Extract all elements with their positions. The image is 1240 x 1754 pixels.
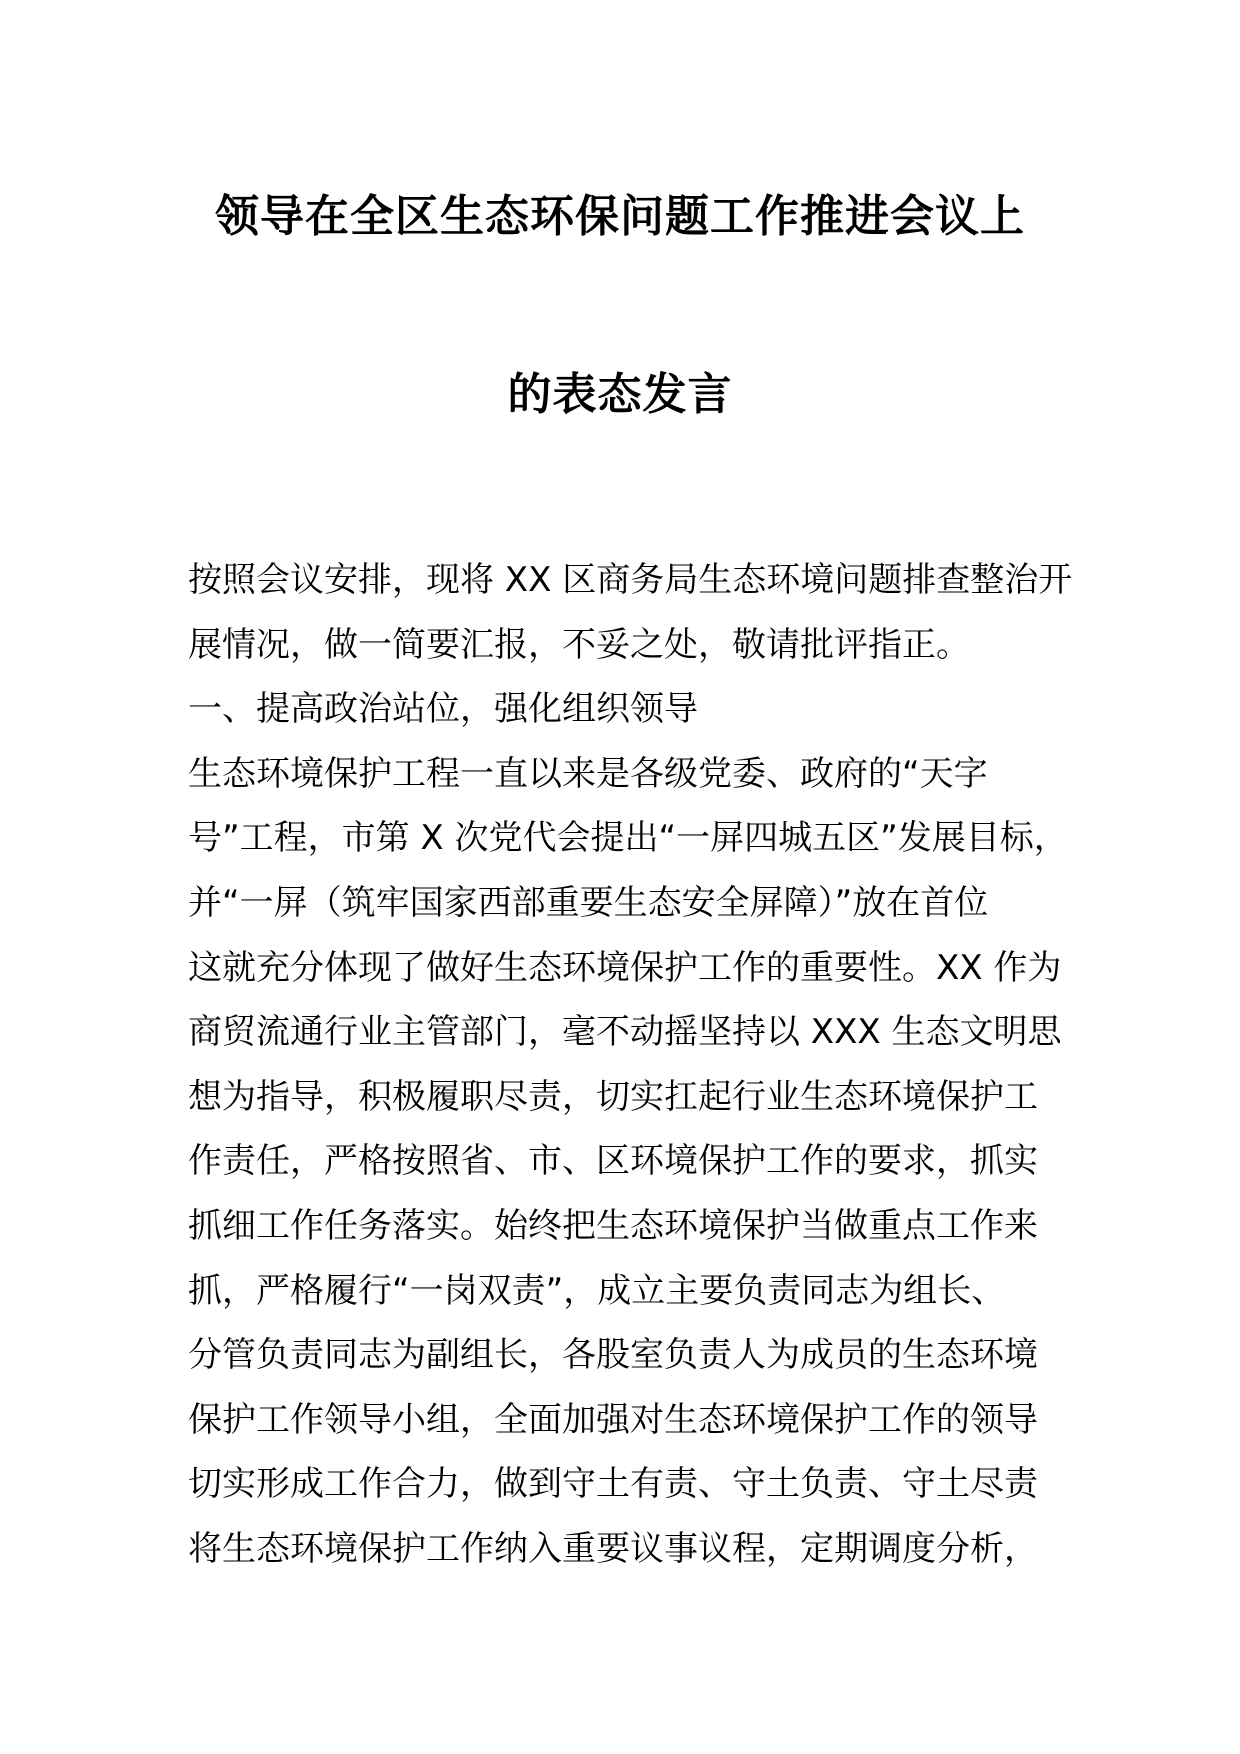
body-line: 号”工程，市第 X 次党代会提出“一屏四城五区”发展目标， [188, 818, 1068, 859]
body-line: 商贸流通行业主管部门，毫不动摇坚持以 XXX 生态文明思 [188, 1012, 1062, 1053]
document-body [188, 548, 1188, 1582]
body-line: 作责任，严格按照省、市、区环境保护工作的要求，抓实 [188, 1141, 1038, 1182]
body-line: 抓细工作任务落实。始终把生态环境保护当做重点工作来 [188, 1205, 1038, 1246]
body-line: 切实形成工作合力，做到守土有责、守土负责、守土尽责 [188, 1464, 1038, 1505]
document-title-line-1: 领导在全区生态环保问题工作推进会议上 [215, 191, 1025, 242]
body-line: 抓，严格履行“一岗双责”，成立主要负责同志为组长、 [188, 1270, 1006, 1311]
section-heading: 一、提高政治站位，强化组织领导 [188, 689, 698, 730]
body-line: 保护工作领导小组，全面加强对生态环境保护工作的领导 [188, 1399, 1038, 1440]
body-line: 这就充分体现了做好生态环境保护工作的重要性。XX 作为 [188, 947, 1062, 988]
document-title-line-2: 的表态发言 [507, 369, 733, 420]
body-line: 生态环境保护工程一直以来是各级党委、政府的“天字 [188, 753, 988, 794]
body-line: 展情况，做一简要汇报，不妥之处，敬请批评指正。 [188, 624, 970, 665]
body-line: 并“一屏（筑牢国家西部重要生态安全屏障）”放在首位 [188, 882, 989, 923]
body-line: 将生态环境保护工作纳入重要议事议程，定期调度分析， [188, 1528, 1038, 1569]
body-line: 分管负责同志为副组长，各股室负责人为成员的生态环境 [188, 1335, 1038, 1376]
body-line: 想为指导，积极履职尽责，切实扛起行业生态环境保护工 [188, 1076, 1038, 1117]
body-line: 按照会议安排，现将 XX 区商务局生态环境问题排查整治开 [188, 560, 1073, 600]
